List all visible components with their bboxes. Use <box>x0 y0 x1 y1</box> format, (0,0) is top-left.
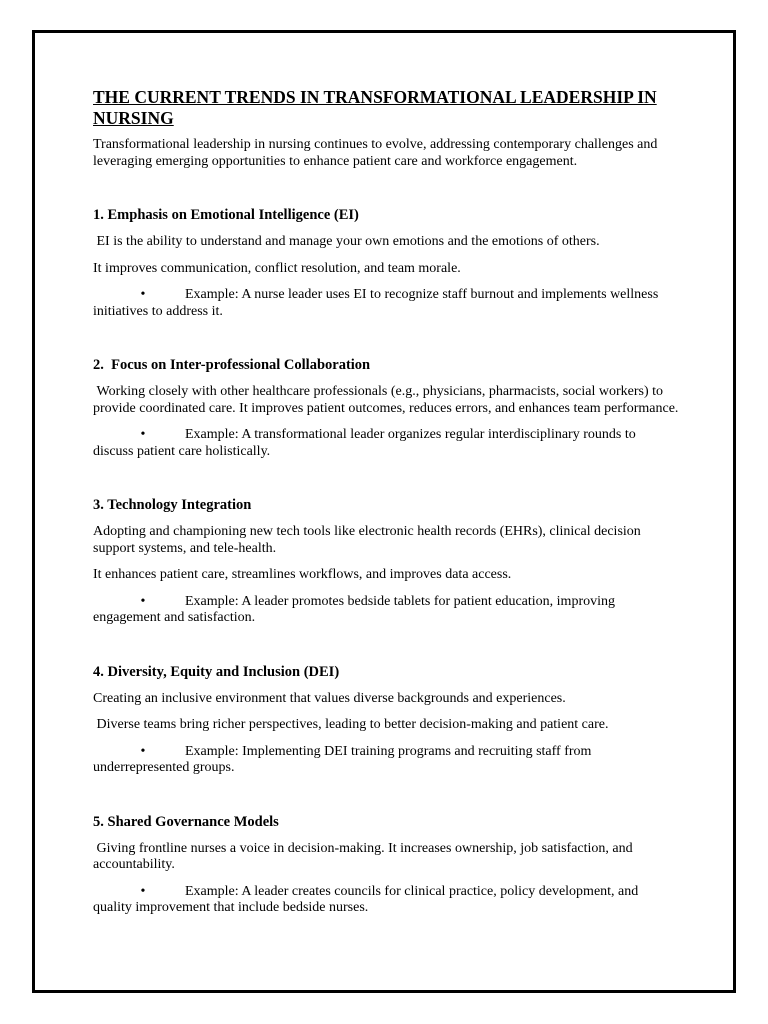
section-heading: 1. Emphasis on Emotional Intelligence (EI) <box>93 207 359 223</box>
example-text: Example: Implementing DEI training programs and recruiting staff from underrepresented groups. <box>93 743 592 775</box>
section-paragraph: Creating an inclusive environment that values diverse backgrounds and experiences. <box>93 690 566 706</box>
document-title: THE CURRENT TRENDS IN TRANSFORMATIONAL LEADERSHIP IN NURSING <box>93 87 657 128</box>
section-paragraph: It improves communication, conflict resolution, and team morale. <box>93 260 461 276</box>
example-bullet <box>93 427 679 460</box>
example-bullet <box>93 744 679 777</box>
section-technology <box>93 496 679 627</box>
bullet-marker: • <box>140 427 146 442</box>
section-heading: 3. Technology Integration <box>93 497 252 513</box>
bullet-marker: • <box>140 883 146 899</box>
section-paragraph: Giving frontline nurses a voice in decision-making. It increases ownership, job satisfaction, and accountability. <box>93 840 637 872</box>
example-bullet <box>93 884 679 917</box>
section-heading: 4. Diversity, Equity and Inclusion (DEI) <box>93 663 340 680</box>
section-paragraph: Adopting and championing new tech tools like electronic health records (EHRs), clinical decision support systems, and tele-health. <box>93 524 641 556</box>
section-heading: 5. Shared Governance Models <box>93 813 279 830</box>
example-bullet <box>93 594 679 627</box>
section-dei <box>93 663 679 777</box>
example-text: Example: A transformational leader organizes regular interdisciplinary rounds to discuss patient care holistically. <box>93 427 636 459</box>
bullet-marker: • <box>140 593 146 609</box>
section-paragraph: It enhances patient care, streamlines workflows, and improves data access. <box>93 567 512 582</box>
section-paragraph: Diverse teams bring richer perspectives, leading to better decision-making and patient care. <box>93 717 609 732</box>
example-text: Example: A leader promotes bedside tablets for patient education, improving engagement and satisfaction. <box>93 593 615 625</box>
section-heading: 2. Focus on Inter-professional Collaboration <box>93 357 371 373</box>
section-paragraph: EI is the ability to understand and manage your own emotions and the emotions of others. <box>93 234 600 249</box>
bullet-marker: • <box>140 287 146 302</box>
section-paragraph: Working closely with other healthcare professionals (e.g., physicians, pharmacists, social workers) to provide coordinated care. It improves patient outcomes, reduces errors, and enhances team performance. <box>93 384 679 416</box>
section-shared-governance <box>93 813 679 917</box>
intro-paragraph: Transformational leadership in nursing continues to evolve, addressing contemporary challenges and leveraging emerging opportunities to enhance patient care and workforce engagement. <box>93 137 658 169</box>
document-body <box>93 87 679 917</box>
section-collaboration <box>93 356 679 460</box>
example-text: Example: A nurse leader uses EI to recognize staff burnout and implements wellness initiatives to address it. <box>93 287 659 319</box>
example-text: Example: A leader creates councils for clinical practice, policy development, and quality improvement that include bedside nurses. <box>93 883 639 915</box>
bullet-marker: • <box>140 743 146 759</box>
example-bullet <box>93 287 679 320</box>
section-emotional-intelligence <box>93 206 679 320</box>
